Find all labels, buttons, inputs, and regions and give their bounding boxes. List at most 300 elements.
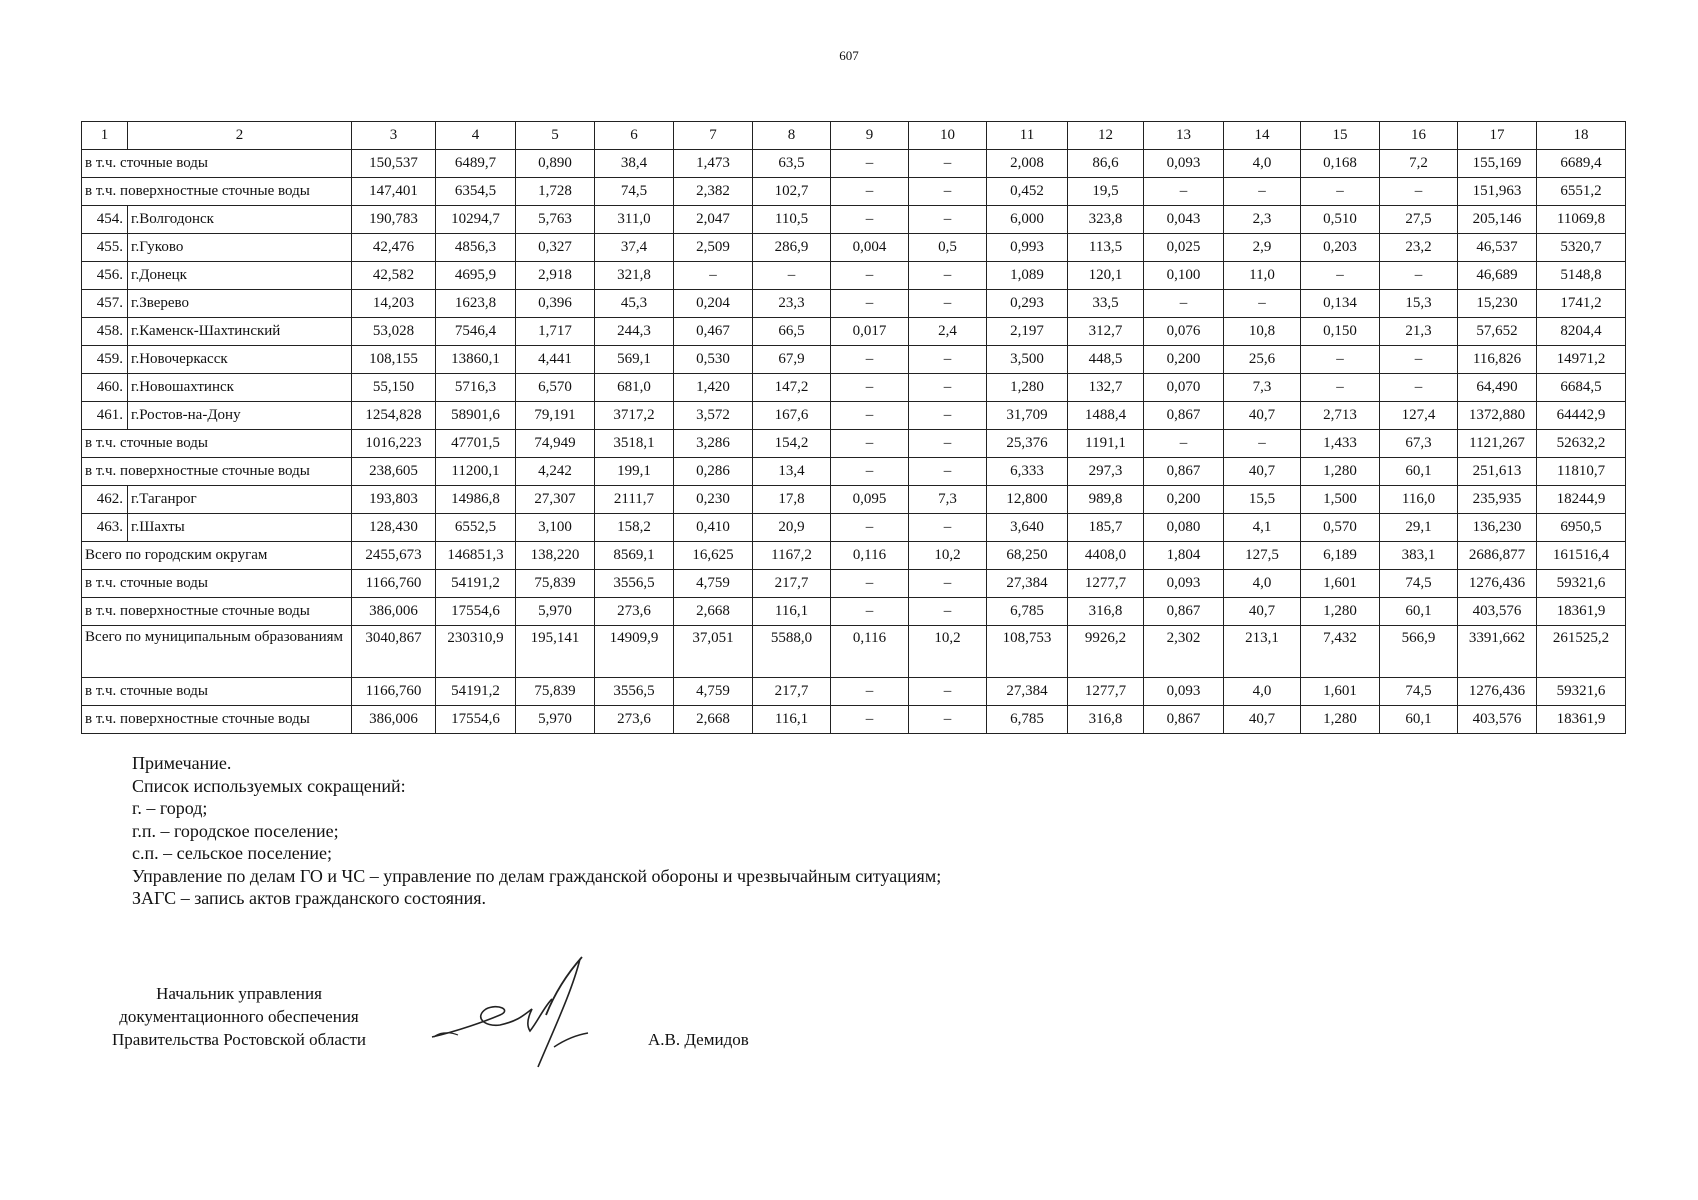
table-cell: – — [1224, 430, 1301, 458]
table-cell: 0,410 — [674, 514, 753, 542]
row-label: в т.ч. поверхностные сточные воды — [82, 598, 352, 626]
table-cell: 0,093 — [1144, 678, 1224, 706]
table-cell: 6,570 — [516, 374, 595, 402]
column-header: 7 — [674, 122, 753, 150]
table-cell: 386,006 — [352, 598, 436, 626]
table-cell: – — [909, 150, 987, 178]
table-cell: 3518,1 — [595, 430, 674, 458]
table-row — [82, 598, 1626, 626]
table-cell: 0,100 — [1144, 262, 1224, 290]
table-cell: 4,0 — [1224, 150, 1301, 178]
table-cell: – — [1301, 262, 1380, 290]
table-cell: 1,280 — [1301, 458, 1380, 486]
table-cell: 4,441 — [516, 346, 595, 374]
table-cell: 54191,2 — [436, 570, 516, 598]
row-number: 457. — [82, 290, 128, 318]
table-cell: 10,2 — [909, 626, 987, 678]
row-label: г.Новочеркасск — [128, 346, 352, 374]
table-cell: 0,293 — [987, 290, 1068, 318]
row-number: 463. — [82, 514, 128, 542]
table-cell: 27,5 — [1380, 206, 1458, 234]
table-cell: 8204,4 — [1537, 318, 1626, 346]
table-cell: 158,2 — [595, 514, 674, 542]
table-cell: 297,3 — [1068, 458, 1144, 486]
table-cell: 2,918 — [516, 262, 595, 290]
table-cell: 273,6 — [595, 598, 674, 626]
table-cell: 0,867 — [1144, 458, 1224, 486]
table-row — [82, 678, 1626, 706]
table-cell: – — [909, 262, 987, 290]
page-number: 607 — [839, 48, 859, 63]
row-label: в т.ч. сточные воды — [82, 430, 352, 458]
table-cell: 14,203 — [352, 290, 436, 318]
note-line: с.п. – сельское поселение; — [132, 843, 333, 863]
table-cell: 7,3 — [1224, 374, 1301, 402]
table-cell: 6,000 — [987, 206, 1068, 234]
table-cell: 0,890 — [516, 150, 595, 178]
table-cell: – — [674, 262, 753, 290]
table-cell: – — [909, 374, 987, 402]
table-cell: 0,004 — [831, 234, 909, 262]
table-cell: 53,028 — [352, 318, 436, 346]
table-cell: 46,689 — [1458, 262, 1537, 290]
table-cell: – — [1301, 374, 1380, 402]
table-cell: 8569,1 — [595, 542, 674, 570]
table-cell: – — [1380, 262, 1458, 290]
table-cell: 286,9 — [753, 234, 831, 262]
column-header: 6 — [595, 122, 674, 150]
table-cell: 11200,1 — [436, 458, 516, 486]
table-cell: – — [831, 514, 909, 542]
table-cell: – — [909, 290, 987, 318]
table-cell: 7546,4 — [436, 318, 516, 346]
table-cell: 0,017 — [831, 318, 909, 346]
table-cell: 12,800 — [987, 486, 1068, 514]
table-cell: 4856,3 — [436, 234, 516, 262]
table-cell: 40,7 — [1224, 598, 1301, 626]
table-cell: 3556,5 — [595, 678, 674, 706]
signatory-title — [84, 982, 394, 1051]
table-row — [82, 318, 1626, 346]
table-cell: 190,783 — [352, 206, 436, 234]
signatory-title-line: документационного обеспечения — [119, 1007, 359, 1026]
table-cell: 0,510 — [1301, 206, 1380, 234]
table-cell: 1623,8 — [436, 290, 516, 318]
table-cell: 0,867 — [1144, 598, 1224, 626]
table-cell: – — [831, 346, 909, 374]
table-row — [82, 150, 1626, 178]
table-cell: 244,3 — [595, 318, 674, 346]
table-cell: 311,0 — [595, 206, 674, 234]
table-cell: 3,500 — [987, 346, 1068, 374]
table-cell: 0,286 — [674, 458, 753, 486]
table-cell: 5588,0 — [753, 626, 831, 678]
table-cell: 25,376 — [987, 430, 1068, 458]
table-row — [82, 626, 1626, 678]
row-label: в т.ч. сточные воды — [82, 570, 352, 598]
table-cell: 116,0 — [1380, 486, 1458, 514]
table-cell: – — [831, 458, 909, 486]
table-cell: 4,242 — [516, 458, 595, 486]
table-cell: 0,070 — [1144, 374, 1224, 402]
table-row — [82, 458, 1626, 486]
table-cell: – — [909, 178, 987, 206]
table-cell: 21,3 — [1380, 318, 1458, 346]
table-cell: 6,785 — [987, 706, 1068, 734]
table-cell: 127,4 — [1380, 402, 1458, 430]
table-cell: – — [831, 598, 909, 626]
table-cell: 1,280 — [1301, 706, 1380, 734]
table-cell: 0,452 — [987, 178, 1068, 206]
table-cell: 2,302 — [1144, 626, 1224, 678]
table-cell: – — [831, 178, 909, 206]
table-cell: 66,5 — [753, 318, 831, 346]
table-cell: 5,763 — [516, 206, 595, 234]
table-cell: 151,963 — [1458, 178, 1537, 206]
table-cell: 3717,2 — [595, 402, 674, 430]
table-cell: 38,4 — [595, 150, 674, 178]
table-cell: 0,230 — [674, 486, 753, 514]
table-row — [82, 374, 1626, 402]
table-cell: 2,509 — [674, 234, 753, 262]
table-cell: 75,839 — [516, 678, 595, 706]
table-cell: 2686,877 — [1458, 542, 1537, 570]
table-cell: 108,753 — [987, 626, 1068, 678]
table-cell: 6684,5 — [1537, 374, 1626, 402]
table-cell: – — [831, 206, 909, 234]
table-cell: – — [831, 262, 909, 290]
table-cell: 0,327 — [516, 234, 595, 262]
row-label: г.Каменск-Шахтинский — [128, 318, 352, 346]
table-cell: 5716,3 — [436, 374, 516, 402]
row-number: 462. — [82, 486, 128, 514]
table-cell: 2,382 — [674, 178, 753, 206]
table-cell: 40,7 — [1224, 706, 1301, 734]
table-cell: 64442,9 — [1537, 402, 1626, 430]
table-cell: 1121,267 — [1458, 430, 1537, 458]
table-cell: 195,141 — [516, 626, 595, 678]
row-label: г.Новошахтинск — [128, 374, 352, 402]
table-cell: 3556,5 — [595, 570, 674, 598]
table-cell: 74,5 — [1380, 570, 1458, 598]
table-cell: 15,230 — [1458, 290, 1537, 318]
table-cell: 15,5 — [1224, 486, 1301, 514]
table-cell: 23,2 — [1380, 234, 1458, 262]
table-cell: – — [831, 150, 909, 178]
table-cell: 116,1 — [753, 706, 831, 734]
table-cell: 45,3 — [595, 290, 674, 318]
table-cell: 147,401 — [352, 178, 436, 206]
table-row — [82, 206, 1626, 234]
table-cell: – — [831, 678, 909, 706]
table-cell: 74,5 — [1380, 678, 1458, 706]
table-cell: 1,717 — [516, 318, 595, 346]
table-cell: 0,993 — [987, 234, 1068, 262]
table-cell: 2,9 — [1224, 234, 1301, 262]
table-cell: 2,197 — [987, 318, 1068, 346]
row-number: 456. — [82, 262, 128, 290]
table-cell: 1,280 — [987, 374, 1068, 402]
table-cell: 403,576 — [1458, 598, 1537, 626]
table-cell: 146851,3 — [436, 542, 516, 570]
table-cell: 60,1 — [1380, 706, 1458, 734]
column-header: 10 — [909, 122, 987, 150]
row-number: 458. — [82, 318, 128, 346]
table-cell: 6,189 — [1301, 542, 1380, 570]
table-cell: 4,1 — [1224, 514, 1301, 542]
table-cell: 150,537 — [352, 150, 436, 178]
table-cell: – — [1144, 430, 1224, 458]
row-label: в т.ч. поверхностные сточные воды — [82, 458, 352, 486]
table-cell: 6354,5 — [436, 178, 516, 206]
signatory-name: А.В. Демидов — [648, 1030, 749, 1049]
column-header: 14 — [1224, 122, 1301, 150]
table-cell: 13,4 — [753, 458, 831, 486]
table-cell: 3040,867 — [352, 626, 436, 678]
table-cell: 1016,223 — [352, 430, 436, 458]
table-cell: 2,713 — [1301, 402, 1380, 430]
table-cell: 52632,2 — [1537, 430, 1626, 458]
table-cell: 230310,9 — [436, 626, 516, 678]
table-cell: 185,7 — [1068, 514, 1144, 542]
table-cell: 57,652 — [1458, 318, 1537, 346]
table-cell: 40,7 — [1224, 402, 1301, 430]
table-cell: 0,200 — [1144, 346, 1224, 374]
table-cell: 74,5 — [595, 178, 674, 206]
table-cell: 14971,2 — [1537, 346, 1626, 374]
table-cell: 273,6 — [595, 706, 674, 734]
table-cell: – — [909, 598, 987, 626]
table-cell: – — [1224, 290, 1301, 318]
column-header: 17 — [1458, 122, 1537, 150]
column-header: 11 — [987, 122, 1068, 150]
table-cell: 18361,9 — [1537, 598, 1626, 626]
table-cell: 193,803 — [352, 486, 436, 514]
table-cell: 37,051 — [674, 626, 753, 678]
table-cell: 20,9 — [753, 514, 831, 542]
table-cell: 128,430 — [352, 514, 436, 542]
table-cell: 63,5 — [753, 150, 831, 178]
table-cell: 14986,8 — [436, 486, 516, 514]
row-label: в т.ч. сточные воды — [82, 678, 352, 706]
table-cell: 4695,9 — [436, 262, 516, 290]
table-cell: 10294,7 — [436, 206, 516, 234]
table-cell: 235,935 — [1458, 486, 1537, 514]
column-header: 16 — [1380, 122, 1458, 150]
table-cell: 86,6 — [1068, 150, 1144, 178]
table-cell: 0,203 — [1301, 234, 1380, 262]
table-cell: 42,582 — [352, 262, 436, 290]
table-cell: 25,6 — [1224, 346, 1301, 374]
table-cell: 18244,9 — [1537, 486, 1626, 514]
table-cell: 154,2 — [753, 430, 831, 458]
row-label: в т.ч. поверхностные сточные воды — [82, 178, 352, 206]
column-header: 8 — [753, 122, 831, 150]
table-cell: 18361,9 — [1537, 706, 1626, 734]
table-cell: – — [831, 430, 909, 458]
row-label: в т.ч. сточные воды — [82, 150, 352, 178]
table-cell: 1276,436 — [1458, 678, 1537, 706]
table-cell: 4408,0 — [1068, 542, 1144, 570]
table-cell: 7,3 — [909, 486, 987, 514]
table-cell: – — [909, 346, 987, 374]
table-cell: 4,0 — [1224, 678, 1301, 706]
table-cell: 74,949 — [516, 430, 595, 458]
table-cell: 3,572 — [674, 402, 753, 430]
table-cell: 42,476 — [352, 234, 436, 262]
table-cell: 11,0 — [1224, 262, 1301, 290]
table-cell: 251,613 — [1458, 458, 1537, 486]
table-cell: 13860,1 — [436, 346, 516, 374]
table-cell: 155,169 — [1458, 150, 1537, 178]
table-cell: 0,076 — [1144, 318, 1224, 346]
table-cell: 116,826 — [1458, 346, 1537, 374]
handwritten-signature — [428, 955, 638, 1075]
note-line: ЗАГС – запись актов гражданского состояния. — [132, 888, 487, 908]
table-cell: – — [1144, 178, 1224, 206]
table-cell: 17,8 — [753, 486, 831, 514]
table-cell: 0,204 — [674, 290, 753, 318]
table-cell: 29,1 — [1380, 514, 1458, 542]
table-cell: 448,5 — [1068, 346, 1144, 374]
table-cell: 132,7 — [1068, 374, 1144, 402]
table-cell: – — [1380, 346, 1458, 374]
signatory-title-line: Правительства Ростовской области — [112, 1030, 366, 1049]
table-cell: 0,5 — [909, 234, 987, 262]
table-cell: 6689,4 — [1537, 150, 1626, 178]
table-cell: 569,1 — [595, 346, 674, 374]
column-header: 18 — [1537, 122, 1626, 150]
table-cell: 58901,6 — [436, 402, 516, 430]
table-cell: – — [909, 458, 987, 486]
table-cell: 0,867 — [1144, 706, 1224, 734]
table-cell: 6489,7 — [436, 150, 516, 178]
table-cell: – — [909, 678, 987, 706]
table-cell: 0,043 — [1144, 206, 1224, 234]
table-cell: 17554,6 — [436, 598, 516, 626]
table-cell: 59321,6 — [1537, 678, 1626, 706]
table-row — [82, 290, 1626, 318]
table-cell: – — [909, 430, 987, 458]
column-header: 9 — [831, 122, 909, 150]
table-cell: 136,230 — [1458, 514, 1537, 542]
note-line: Список используемых сокращений: — [132, 775, 406, 796]
table-cell: 7,2 — [1380, 150, 1458, 178]
table-cell: – — [1301, 346, 1380, 374]
table-cell: 1254,828 — [352, 402, 436, 430]
table-cell: 27,384 — [987, 678, 1068, 706]
note-heading: Примечание. — [132, 753, 232, 773]
table-cell: – — [909, 514, 987, 542]
table-cell: 0,134 — [1301, 290, 1380, 318]
table-cell: 11069,8 — [1537, 206, 1626, 234]
table-cell: 5,970 — [516, 598, 595, 626]
table-cell: 0,116 — [831, 626, 909, 678]
table-cell: – — [831, 706, 909, 734]
note-line: г.п. – городское поселение; — [132, 820, 339, 841]
table-cell: 27,307 — [516, 486, 595, 514]
table-cell: 1191,1 — [1068, 430, 1144, 458]
table-cell: 60,1 — [1380, 598, 1458, 626]
table-cell: 1276,436 — [1458, 570, 1537, 598]
row-label: г.Ростов-на-Дону — [128, 402, 352, 430]
table-cell: 2,668 — [674, 598, 753, 626]
table-cell: 323,8 — [1068, 206, 1144, 234]
table-cell: 3,286 — [674, 430, 753, 458]
table-cell: 0,467 — [674, 318, 753, 346]
column-header: 4 — [436, 122, 516, 150]
table-cell: 1,089 — [987, 262, 1068, 290]
table-cell: 23,3 — [753, 290, 831, 318]
table-cell: – — [909, 206, 987, 234]
table-cell: 403,576 — [1458, 706, 1537, 734]
table-cell: 40,7 — [1224, 458, 1301, 486]
table-cell: 138,220 — [516, 542, 595, 570]
table-cell: 1,433 — [1301, 430, 1380, 458]
signatory-title-line: Начальник управления — [156, 984, 322, 1003]
table-row — [82, 234, 1626, 262]
table-cell: 316,8 — [1068, 706, 1144, 734]
column-header: 1 — [82, 122, 128, 150]
table-row — [82, 486, 1626, 514]
table-cell: 17554,6 — [436, 706, 516, 734]
table-cell: 0,080 — [1144, 514, 1224, 542]
table-row — [82, 542, 1626, 570]
row-number: 455. — [82, 234, 128, 262]
table-cell: 6551,2 — [1537, 178, 1626, 206]
table-cell: 64,490 — [1458, 374, 1537, 402]
table-cell: 4,0 — [1224, 570, 1301, 598]
row-label: г.Зверево — [128, 290, 352, 318]
table-cell: 31,709 — [987, 402, 1068, 430]
table-cell: 7,432 — [1301, 626, 1380, 678]
table-cell: 147,2 — [753, 374, 831, 402]
table-cell: 2,4 — [909, 318, 987, 346]
table-cell: 1,473 — [674, 150, 753, 178]
table-cell: – — [1380, 178, 1458, 206]
table-cell: 0,025 — [1144, 234, 1224, 262]
table-row — [82, 570, 1626, 598]
table-cell: 0,867 — [1144, 402, 1224, 430]
table-cell: 213,1 — [1224, 626, 1301, 678]
table-cell: 0,093 — [1144, 150, 1224, 178]
table-cell: 113,5 — [1068, 234, 1144, 262]
table-cell: 261525,2 — [1537, 626, 1626, 678]
column-header: 15 — [1301, 122, 1380, 150]
row-number: 460. — [82, 374, 128, 402]
table-cell: – — [909, 402, 987, 430]
table-row — [82, 262, 1626, 290]
table-cell: 1488,4 — [1068, 402, 1144, 430]
table-cell: 989,8 — [1068, 486, 1144, 514]
table-cell: 167,6 — [753, 402, 831, 430]
table-cell: 5,970 — [516, 706, 595, 734]
table-cell: 1,804 — [1144, 542, 1224, 570]
table-cell: 0,570 — [1301, 514, 1380, 542]
table-cell: 6950,5 — [1537, 514, 1626, 542]
data-table — [81, 121, 1626, 734]
table-header-row — [82, 122, 1626, 150]
row-label: г.Таганрог — [128, 486, 352, 514]
table-cell: 2111,7 — [595, 486, 674, 514]
table-cell: 15,3 — [1380, 290, 1458, 318]
row-number: 454. — [82, 206, 128, 234]
table-cell: 11810,7 — [1537, 458, 1626, 486]
table-cell: 0,530 — [674, 346, 753, 374]
table-cell: 161516,4 — [1537, 542, 1626, 570]
table-cell: 110,5 — [753, 206, 831, 234]
table-cell: – — [909, 570, 987, 598]
